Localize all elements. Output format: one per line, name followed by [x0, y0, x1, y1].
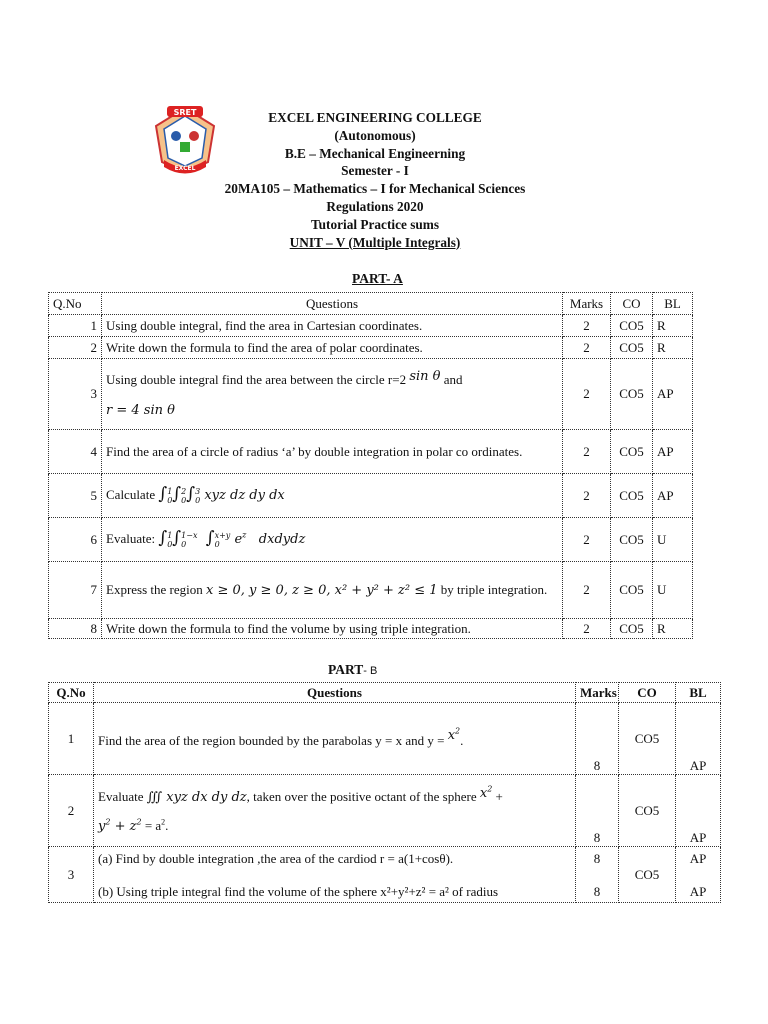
co-value: CO5 [619, 775, 676, 847]
marks-value: 2 [563, 337, 611, 359]
co-value: CO5 [619, 847, 676, 903]
questions-header: Questions [94, 683, 576, 703]
triple-integral-expression: ∫1 0∫2 0∫3 0 xyz dz dy dx [158, 484, 285, 505]
qno-header: Q.No [49, 293, 102, 315]
question-text: Evaluate ∭ xyz dx dy dz, taken over the positive octant of the sphere $x^2$ + $y^2 + z^2 = a^2$. [94, 775, 576, 847]
co-value: CO5 [611, 619, 653, 639]
unit-title: UNIT – V (Multiple Integrals) [289, 234, 461, 250]
question-number: 7 [49, 562, 102, 619]
question-number: 5 [49, 474, 102, 518]
triple-integral-expression: ∫1 0∫1−x 0 ∫x+y 0 $e^z$ dxdydz [158, 528, 306, 549]
svg-text:EXCEL: EXCEL [174, 165, 196, 172]
part-a-table [48, 292, 693, 639]
course-title: 20MA105 – Mathematics – I for Mechanical Sciences [224, 181, 526, 197]
question-number: 2 [49, 775, 94, 847]
autonomous-label: (Autonomous) [334, 127, 416, 143]
table-row [49, 474, 693, 518]
math-expression: sin θ [409, 369, 441, 384]
qno-header: Q.No [49, 683, 94, 703]
college-name: EXCEL ENGINEERING COLLEGE [268, 110, 482, 125]
table-row [49, 359, 693, 430]
table-row [49, 518, 693, 562]
bl-value: AP [676, 775, 721, 847]
table-row [49, 430, 693, 474]
tutorial-label: Tutorial Practice sums [310, 216, 440, 232]
question-number: 4 [49, 430, 102, 474]
question-text: Write down the formula to find the area of polar coordinates. [102, 337, 563, 359]
question-text: Write down the formula to find the volume by using triple integration. [102, 619, 563, 639]
marks-value: 2 [563, 619, 611, 639]
program-name: B.E – Mechanical Engineerning [284, 145, 466, 161]
bl-value: R [653, 619, 693, 639]
question-number: 3 [49, 359, 102, 430]
bl-value: U [653, 518, 693, 562]
question-text: Calculate ∫1 0∫2 0∫3 0 xyz dz dy dx [102, 474, 563, 518]
document-header [180, 109, 570, 251]
part-b-table [48, 682, 721, 903]
question-number: 6 [49, 518, 102, 562]
semester-label: Semester - I [341, 163, 409, 179]
marks-header: Marks [576, 683, 619, 703]
co-header: CO [611, 293, 653, 315]
marks-value: 2 [563, 518, 611, 562]
bl-value: U [653, 562, 693, 619]
question-text: Find the area of a circle of radius ‘a’ by double integration in polar co ordinates. [102, 430, 563, 474]
marks-value: 8 [576, 775, 619, 847]
co-value: CO5 [611, 474, 653, 518]
table-header-row [49, 683, 721, 703]
bl-header: BL [653, 293, 693, 315]
co-value: CO5 [611, 359, 653, 430]
question-number: 1 [49, 315, 102, 337]
marks-value: 2 [563, 474, 611, 518]
question-number: 1 [49, 703, 94, 775]
marks-value: 8 [576, 703, 619, 775]
math-expression: r = 4 sin θ [106, 403, 175, 418]
regulations-label: Regulations 2020 [326, 198, 424, 214]
question-number: 8 [49, 619, 102, 639]
question-text: Using double integral, find the area in Cartesian coordinates. [102, 315, 563, 337]
table-header-row [49, 293, 693, 315]
svg-text:SRET: SRET [173, 108, 197, 117]
math-expression: $x^2$ [447, 726, 461, 743]
bl-value: AP AP [676, 847, 721, 903]
table-row [49, 703, 721, 775]
part-a-title: PART- A [352, 271, 403, 286]
math-expression: ∭ xyz dx dy dz [146, 790, 247, 805]
co-value: CO5 [611, 562, 653, 619]
table-row [49, 847, 721, 903]
co-value: CO5 [611, 337, 653, 359]
part-b-title: PART- B [328, 662, 378, 677]
bl-value: AP [653, 359, 693, 430]
question-text: Using double integral find the area between the circle r=2 sin θ and r = 4 sin θ [102, 359, 563, 430]
co-value: CO5 [611, 315, 653, 337]
marks-value: 2 [563, 315, 611, 337]
questions-header: Questions [102, 293, 563, 315]
table-row [49, 619, 693, 639]
question-text: Evaluate: ∫1 0∫1−x 0 ∫x+y 0 $e^z$ dxdydz [102, 518, 563, 562]
co-value: CO5 [611, 518, 653, 562]
marks-value: 2 [563, 562, 611, 619]
co-value: CO5 [611, 430, 653, 474]
question-number: 2 [49, 337, 102, 359]
question-text: (a) Find by double integration ,the area of the cardiod r = a(1+cosθ). (b) Using triple integral find the volume of the sphere x²+y²+z² = a² of radius [94, 847, 576, 903]
question-text: Express the region x ≥ 0, y ≥ 0, z ≥ 0, x² + y² + z² ≤ 1 by triple integration. [102, 562, 563, 619]
marks-value: 8 8 [576, 847, 619, 903]
bl-value: AP [676, 703, 721, 775]
math-expression: x ≥ 0, y ≥ 0, z ≥ 0, x² + y² + z² ≤ 1 [206, 582, 438, 598]
co-header: CO [619, 683, 676, 703]
marks-value: 2 [563, 430, 611, 474]
bl-value: AP [653, 474, 693, 518]
table-row [49, 775, 721, 847]
co-value: CO5 [619, 703, 676, 775]
table-row [49, 562, 693, 619]
table-row [49, 315, 693, 337]
bl-value: AP [653, 430, 693, 474]
table-row [49, 337, 693, 359]
marks-value: 2 [563, 359, 611, 430]
marks-header: Marks [563, 293, 611, 315]
question-number: 3 [49, 847, 94, 903]
question-text: Find the area of the region bounded by the parabolas y = x and $y = x^2$. [94, 703, 576, 775]
bl-header: BL [676, 683, 721, 703]
bl-value: R [653, 315, 693, 337]
bl-value: R [653, 337, 693, 359]
